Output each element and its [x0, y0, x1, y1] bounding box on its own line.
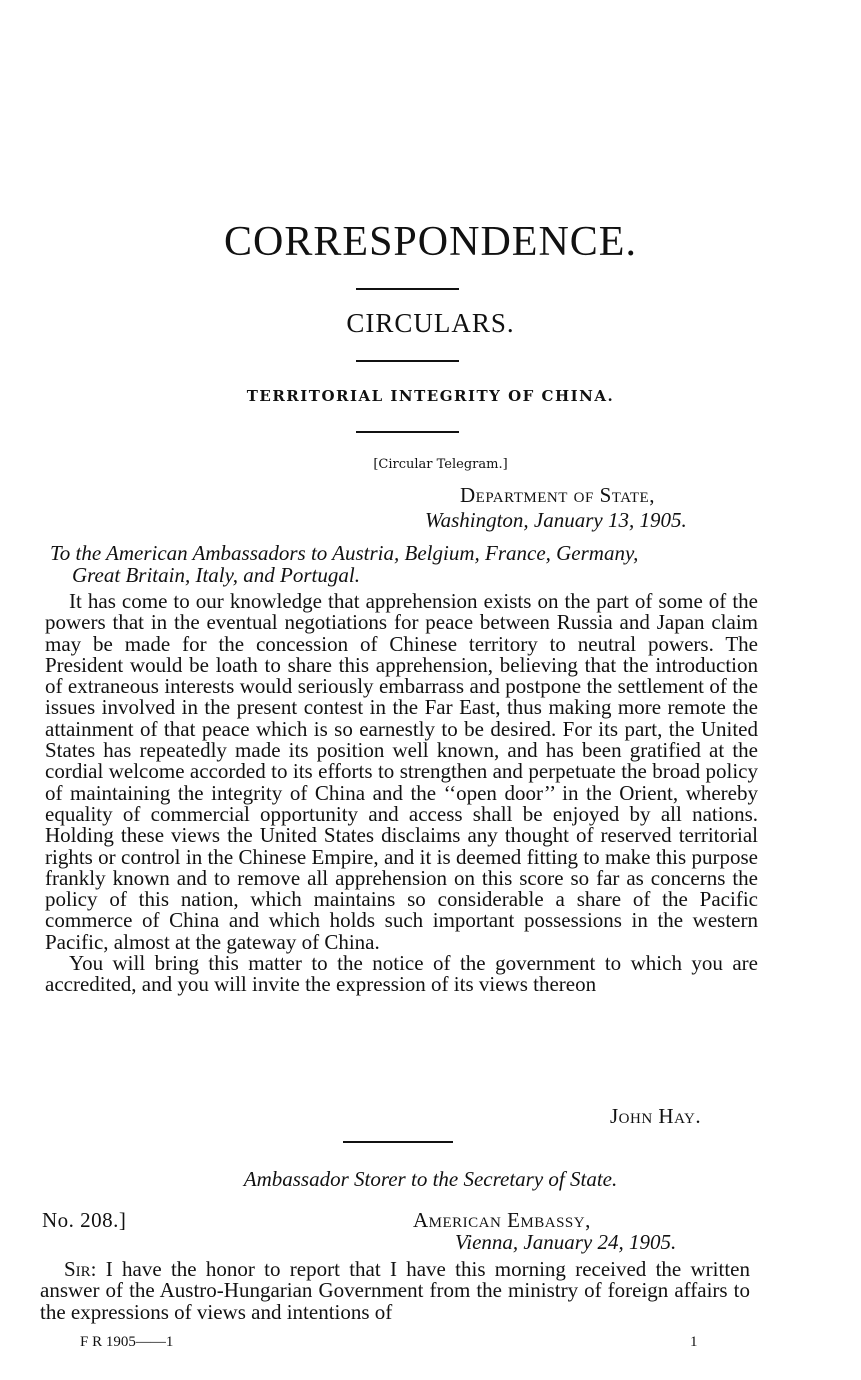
section-title: CIRCULARS.	[346, 308, 515, 338]
page-title: CORRESPONDENCE.	[224, 219, 637, 265]
dateline-sender: Department of State,	[460, 483, 655, 507]
letter-body	[45, 591, 758, 996]
telegram-label: [Circular Telegram.]	[373, 457, 508, 472]
paragraph	[40, 1259, 750, 1323]
paragraph: You will bring this matter to the notice of the government to which you are accredited, and you will invite the expression of its views thereon	[45, 951, 758, 997]
paragraph-text: I have the honor to report that I have this morning received the written answer of the Austro-Hungarian Government from the ministry of foreign affairs to the expressions of views and intentions of	[40, 1257, 750, 1324]
letter-body	[40, 1259, 750, 1323]
divider	[356, 360, 459, 362]
addressee	[50, 542, 760, 586]
signature: John Hay.	[610, 1104, 702, 1128]
document-number: No. 208.]	[42, 1208, 127, 1232]
section-heading: TERRITORIAL INTEGRITY OF CHINA.	[246, 387, 615, 405]
dateline-sender: American Embassy,	[413, 1208, 591, 1232]
dateline-place-date: Washington, January 13, 1905.	[425, 508, 687, 532]
divider	[356, 431, 459, 433]
addressee-line: Great Britain, Italy, and Portugal.	[72, 563, 360, 587]
divider	[343, 1141, 453, 1143]
letter-heading: Ambassador Storer to the Secretary of State.	[243, 1167, 618, 1191]
salutation: Sir:	[64, 1257, 97, 1281]
addressee-line: To the American Ambassadors to Austria, Belgium, France, Germany,	[50, 541, 639, 565]
paragraph: It has come to our knowledge that apprehension exists on the part of some of the powers that in the eventual negotiations for peace between Russia and Japan claim may be made for the concession of Chinese territory to neutral powers. The President would be loath to share this apprehension, believing that the introduction of extraneous interests would seriously embarrass and postpone the settlement of the issues involved in the present contest in the Far East, thus making more remote the attainment of that peace which is so earnestly to be desired. For its part, the United States has repeatedly made its position well known, and has been gratified at the cordial welcome accorded to its efforts to strengthen and perpetuate the broad policy of maintaining the integrity of China and the ‘‘open door’’ in the Orient, whereby equality of commercial opportunity and access shall be enjoyed by all nations. Holding these views the United States disclaims any thought of reserved territorial rights or control in the Chinese Empire, and it is deemed fitting to make this purpose frankly known and to remove all apprehension on this score so far as concerns the policy of this nation, which maintains so considerable a share of the Pacific commerce of China and which holds such important possessions in the western Pacific, almost at the gateway of China.	[45, 589, 758, 954]
signature-mark: F R 1905——1	[80, 1334, 174, 1350]
dateline-place-date: Vienna, January 24, 1905.	[455, 1230, 677, 1254]
divider	[356, 288, 459, 290]
page-number: 1	[690, 1334, 698, 1350]
